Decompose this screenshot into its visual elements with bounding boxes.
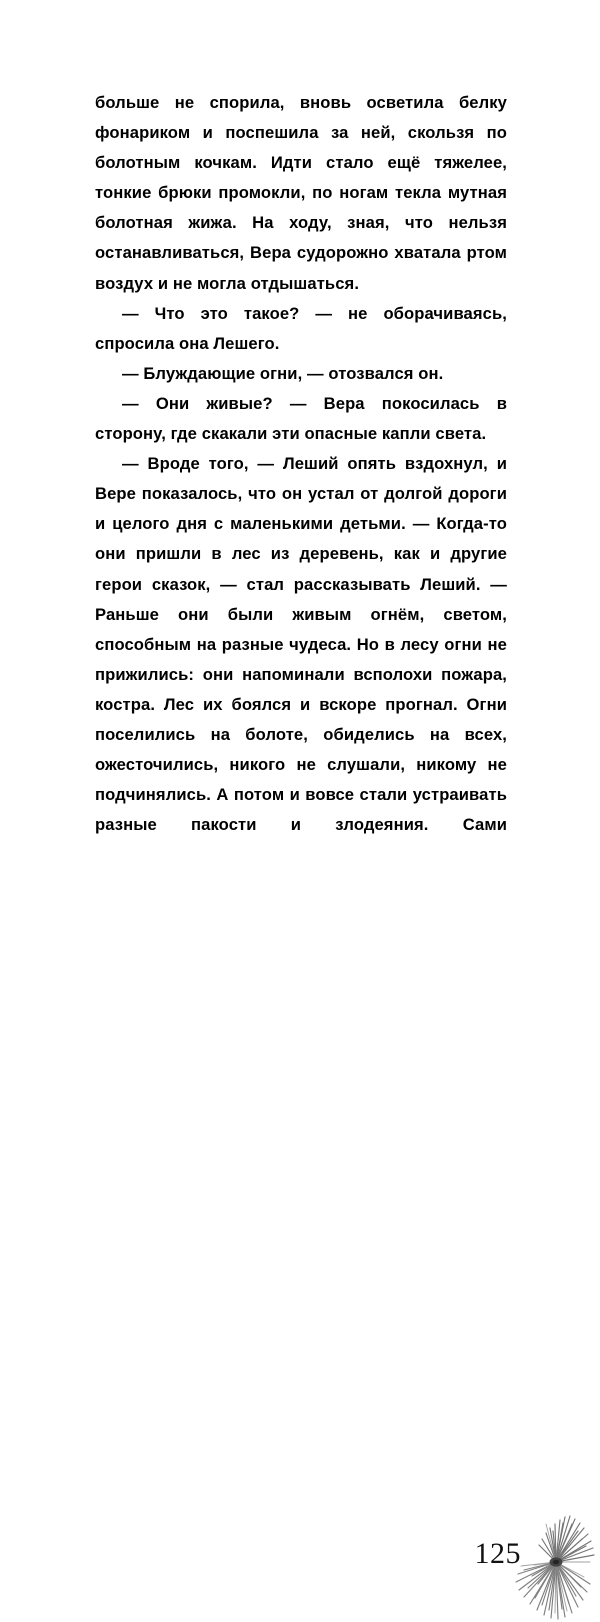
paragraph-dialogue: — Блуждающие огни, — отозвался он. (122, 363, 444, 383)
paragraph: больше не спорила, вновь осветила белку фонариком и поспешила за ней, скользя по болотным кочкам. Идти стало ещё тяжелее, тонкие брюки промокли, по ногам текла мутная болотная жижа. На ходу, зная, что нельзя останавливаться, Вера судорожно хватала ртом воздух и не могла отдышаться. (95, 93, 507, 293)
page-number: 125 (474, 1537, 521, 1570)
pine-branch-ornament-icon (512, 1510, 598, 1622)
paragraph-dialogue: — Что это такое? — не оборачиваясь, спросила она Лешего. (95, 303, 507, 353)
paragraph-dialogue: — Вроде того, — Леший опять вздохнул, и Вере показалось, что он устал от долгой дороги и целого дня с маленькими детьми. — Когда-то они пришли в лес из деревень, как и другие герои сказок, — стал рассказывать Леший. — Раньше они были живым огнём, светом, способным на разные чудеса. Но в лесу огни не прижились: они напоминали всполохи пожара, костра. Лес их боялся и вскоре прогнал. Огни поселились на болоте, обиделись на всех, ожесточились, никого не слушали, никому не подчинялись. А потом и вовсе стали устраивать разные пакости и злодеяния. Сами (95, 454, 507, 835)
page-footer (0, 752, 600, 1570)
body-text-column (95, 88, 507, 840)
paragraph-dialogue: — Они живые? — Вера покосилась в сторону, где скакали эти опасные капли света. (95, 393, 507, 444)
